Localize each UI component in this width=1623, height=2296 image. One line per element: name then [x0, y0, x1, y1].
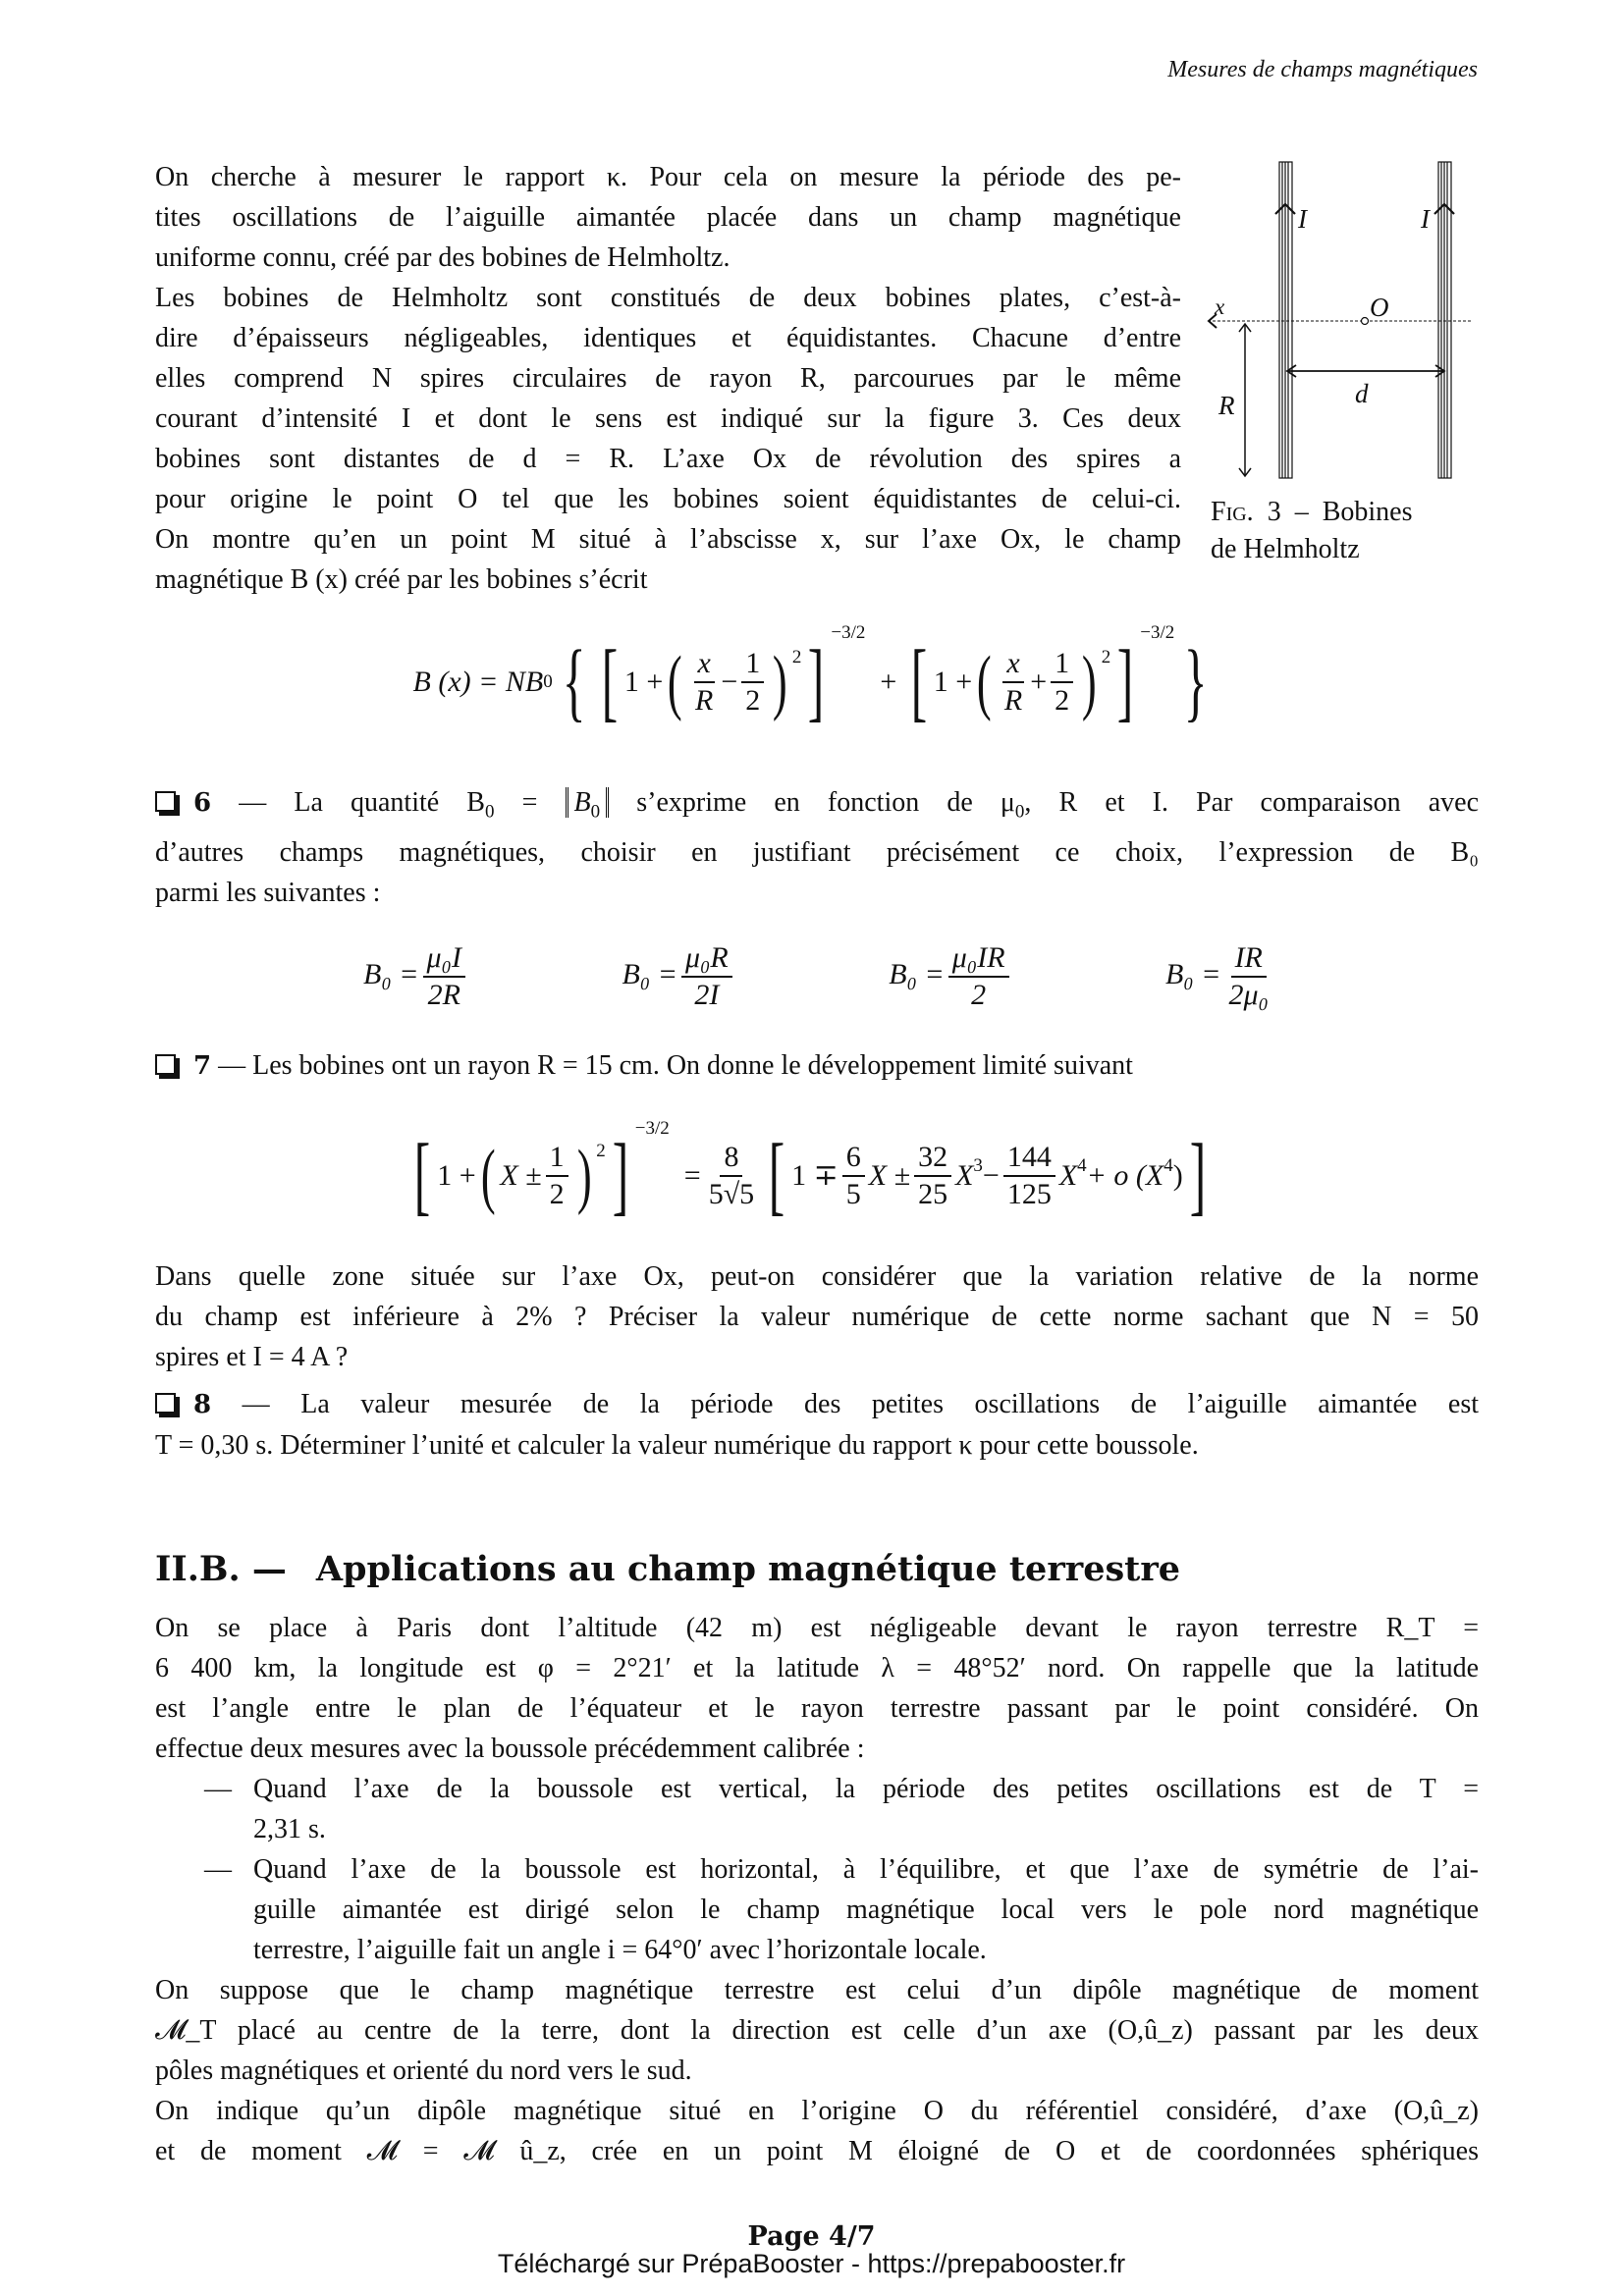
text-line: magnétique B (x) créé par les bobines s’écrit	[155, 564, 648, 595]
plus-sign: +	[880, 666, 897, 698]
eq-term: 1 +	[437, 1158, 476, 1192]
fraction: $\frac{6}{5}$	[842, 1140, 865, 1212]
list-item	[155, 1849, 1479, 1970]
text-line: dire d’épaisseurs négligeables, identiques et équidistantes. Chacune d’entre	[155, 323, 1181, 353]
text-line: On suppose que le champ magnétique terrestre est celui d’un dipôle magnétique de moment	[155, 1975, 1479, 2005]
text-line: Les bobines de Helmholtz sont constitués de deux bobines plates, c’est-à-	[155, 283, 1181, 313]
b0-choices	[363, 928, 1276, 1026]
helmholtz-figure	[1203, 157, 1488, 491]
exponent: 2	[791, 647, 802, 667]
caption-prefix: Fig.	[1211, 497, 1254, 527]
section-paragraph-2	[155, 1970, 1479, 2171]
eq-term: )	[1172, 1158, 1183, 1192]
list-dash: —	[204, 1774, 232, 1804]
question-text: T = 0,30 s. Déterminer l’unité et calculer la valeur numérique du rapport κ pour cette boussole.	[155, 1430, 1199, 1461]
fraction: $\frac{144}{125}$	[1003, 1140, 1055, 1212]
page-number: Page 4/7	[747, 2221, 876, 2252]
eq-lhs: B (x) = NB	[412, 666, 544, 698]
current-label-left: I	[1298, 204, 1307, 234]
running-header: Mesures de champs magnétiques	[1167, 57, 1478, 82]
paren: )	[576, 1135, 592, 1216]
question-number: 7	[193, 1051, 212, 1081]
text-line: du champ est inférieure à 2% ? Préciser la valeur numérique de cette norme sachant que N = 50	[155, 1302, 1479, 1332]
eq-lhs-sub: 0	[543, 671, 553, 692]
exponent: 4	[1163, 1154, 1173, 1176]
fraction: $\frac{x}{R}$	[1003, 647, 1023, 717]
equals: =	[494, 787, 566, 818]
paren: (	[480, 1135, 496, 1216]
exponent: −3/2	[1140, 622, 1175, 643]
eq-one: 1 +	[623, 666, 664, 698]
question-6	[155, 782, 1479, 913]
text-line: spires et I = 4 A ?	[155, 1342, 349, 1372]
checkbox-icon	[155, 791, 176, 812]
question-number: 6	[193, 788, 212, 818]
eq-term: X	[1058, 1158, 1078, 1192]
subscript: 0	[485, 801, 495, 823]
caption-text: Bobines	[1322, 497, 1413, 527]
text-line: 2,31 s.	[253, 1814, 326, 1844]
fraction: $\frac{32}{25}$	[914, 1140, 951, 1212]
fraction: $\frac{1}{2}$	[1051, 646, 1073, 719]
bracket: ]	[612, 1126, 629, 1224]
question-text: s’exprime en fonction de μ	[609, 787, 1015, 818]
eq-term: −	[982, 1158, 1000, 1192]
intro-paragraph	[155, 157, 1181, 600]
text-line: terrestre, l’aiguille fait un angle i = 64°0′ avec l’horizontale locale.	[253, 1935, 987, 1965]
helmholtz-field-equation	[353, 618, 1276, 746]
text-line: Quand l’axe de la boussole est vertical, la période des petites oscillations est de T =	[253, 1774, 1479, 1804]
axis-label-x: x	[1215, 294, 1225, 319]
bracket: [	[414, 1126, 431, 1224]
question-text: La valeur mesurée de la période des petites oscillations de l’aiguille aimantée est	[300, 1389, 1480, 1419]
fraction: $\frac{1}{2}$	[546, 1140, 568, 1212]
paren: )	[773, 642, 787, 722]
text-line: et de moment 𝓜 = 𝓜 û_z, crée en un point M éloigné de O et de coordonnées sphériques	[155, 2136, 1479, 2166]
choice: B₀ = $\frac{\text{μ₀R}}{2I}$	[622, 940, 735, 1013]
exponent: 2	[1101, 647, 1111, 667]
bracket: [	[768, 1126, 785, 1224]
text-line: est l’angle entre le plan de l’équateur et le rayon terrestre passant par le point considéré. On	[155, 1693, 1479, 1724]
text-line: Dans quelle zone située sur l’axe Ox, peut-on considérer que la variation relative de la norme	[155, 1261, 1479, 1292]
caption-dash: –	[1294, 497, 1309, 527]
question-text: , R et I. Par comparaison avec	[1024, 787, 1480, 818]
eq-term: X ±	[868, 1158, 911, 1192]
eq-term: 1 ∓	[791, 1159, 839, 1192]
text-line: uniforme connu, créé par des bobines de Helmholtz.	[155, 242, 730, 273]
question-7	[155, 1045, 1479, 1087]
text-line: pôles magnétiques et orienté du nord vers le sud.	[155, 2056, 692, 2086]
text-line: elles comprend N spires circulaires de rayon R, parcourues par le même	[155, 363, 1181, 394]
equals: =	[683, 1158, 701, 1192]
section-number: II.B. —	[155, 1549, 287, 1589]
text-line: guille aimantée est dirigé selon le champ magnétique local vers le pole nord magnétique	[253, 1895, 1479, 1925]
choice: B₀ = $\frac{\text{μ₀I}}{2R}$	[363, 940, 469, 1013]
minus-sign: −	[721, 666, 738, 698]
subscript: 0	[1014, 801, 1025, 823]
plus-sign: +	[1030, 666, 1048, 698]
eq-term: X	[955, 1158, 974, 1192]
question-text: parmi les suivantes :	[155, 877, 381, 908]
text-line: On cherche à mesurer le rapport κ. Pour cela on mesure la période des pe-	[155, 162, 1181, 192]
checkbox-icon	[155, 1054, 176, 1075]
question-dash: —	[239, 787, 267, 818]
question-text: Les bobines ont un rayon R = 15 cm. On donne le développement limité suivant	[252, 1050, 1133, 1081]
choice: B₀ = $\frac{\text{μ₀IR}}{2}$	[889, 940, 1012, 1013]
bracket: ]	[1189, 1126, 1206, 1224]
figure-caption	[1211, 494, 1412, 568]
text-line: pour origine le point O tel que les bobines soient équidistantes de celui-ci.	[155, 484, 1181, 514]
left-brace: {	[562, 633, 586, 730]
text-line: 6 400 km, la longitude est φ = 2°21′ et la latitude λ = 48°52′ nord. On rappelle que la latitude	[155, 1653, 1479, 1683]
caption-text: de Helmholtz	[1211, 534, 1360, 564]
paren: (	[668, 642, 683, 722]
norm-b0: $B_0$	[566, 787, 610, 818]
list-item	[155, 1769, 1479, 1849]
text-line: On montre qu’en un point M situé à l’abscisse x, sur l’axe Ox, le champ	[155, 524, 1181, 555]
text-line: Quand l’axe de la boussole est horizontal, à l’équilibre, et que l’axe de symétrie de l’ai-	[253, 1854, 1479, 1885]
exponent: 3	[973, 1154, 983, 1176]
current-label-right: I	[1421, 204, 1430, 234]
eq-term: + o (X	[1086, 1158, 1164, 1192]
section-paragraph-1	[155, 1608, 1479, 1769]
bracket: ]	[1117, 633, 1134, 730]
question-8	[155, 1384, 1479, 1466]
exponent: 2	[596, 1140, 606, 1161]
fraction: $\frac{x}{R}$	[695, 647, 714, 717]
fraction: $\frac{1}{2}$	[741, 646, 764, 719]
question-dash: —	[242, 1389, 270, 1419]
question-7-followup	[155, 1256, 1479, 1377]
text-line: courant d’intensité I et dont le sens est indiqué sur la figure 3. Ces deux	[155, 403, 1181, 434]
exponent: 4	[1077, 1154, 1087, 1176]
list-dash: —	[204, 1854, 232, 1885]
text-line: effectue deux mesures avec la boussole précédemment calibrée :	[155, 1734, 865, 1764]
radius-label: R	[1218, 391, 1235, 420]
download-notice: Téléchargé sur PrépaBooster - https://prepabooster.fr	[497, 2249, 1126, 2278]
text-line: On indique qu’un dipôle magnétique situé en l’origine O du référentiel considéré, d’axe (O,û_z)	[155, 2096, 1479, 2126]
checkbox-icon	[155, 1393, 176, 1414]
origin-label: O	[1370, 293, 1389, 322]
distance-label: d	[1355, 379, 1369, 408]
section-title: Applications au champ magnétique terrestre	[315, 1549, 1181, 1589]
text-line: tites oscillations de l’aiguille aimantée placée dans un champ magnétique	[155, 202, 1181, 233]
fraction: $\frac{8}{5√5}$	[708, 1140, 755, 1210]
text-line: On se place à Paris dont l’altitude (42 m) est négligeable devant le rayon terrestre R_T =	[155, 1613, 1479, 1643]
exponent: −3/2	[634, 1118, 670, 1139]
choice: B₀ = $\frac{IR}{\text{2μ₀}}$	[1164, 941, 1269, 1011]
measurement-list	[155, 1769, 1479, 1970]
text-line: 𝓜_T placé au centre de la terre, dont la direction est celle d’un axe (O,û_z) passant par les deux	[155, 2015, 1479, 2046]
bracket: [	[910, 633, 928, 730]
question-text: La quantité B	[294, 787, 485, 818]
text-line: bobines sont distantes de d = R. L’axe Ox de révolution des spires a	[155, 444, 1181, 474]
bracket: ]	[808, 633, 825, 730]
helmholtz-coils-diagram	[1203, 157, 1488, 491]
paren: (	[977, 642, 992, 722]
exponent: −3/2	[831, 622, 866, 643]
question-dash: —	[218, 1050, 246, 1081]
bracket: [	[601, 633, 619, 730]
question-number: 8	[193, 1390, 212, 1419]
question-text: d’autres champs magnétiques, choisir en justifiant précisément ce choix, l’expression de B₀	[155, 836, 1479, 868]
eq-one: 1 +	[933, 666, 973, 698]
right-brace: }	[1183, 633, 1208, 730]
caption-number: 3	[1267, 497, 1281, 527]
paren: )	[1082, 642, 1097, 722]
section-heading	[155, 1549, 1180, 1589]
eq-term: X ±	[500, 1158, 542, 1192]
taylor-expansion-equation	[324, 1114, 1296, 1237]
